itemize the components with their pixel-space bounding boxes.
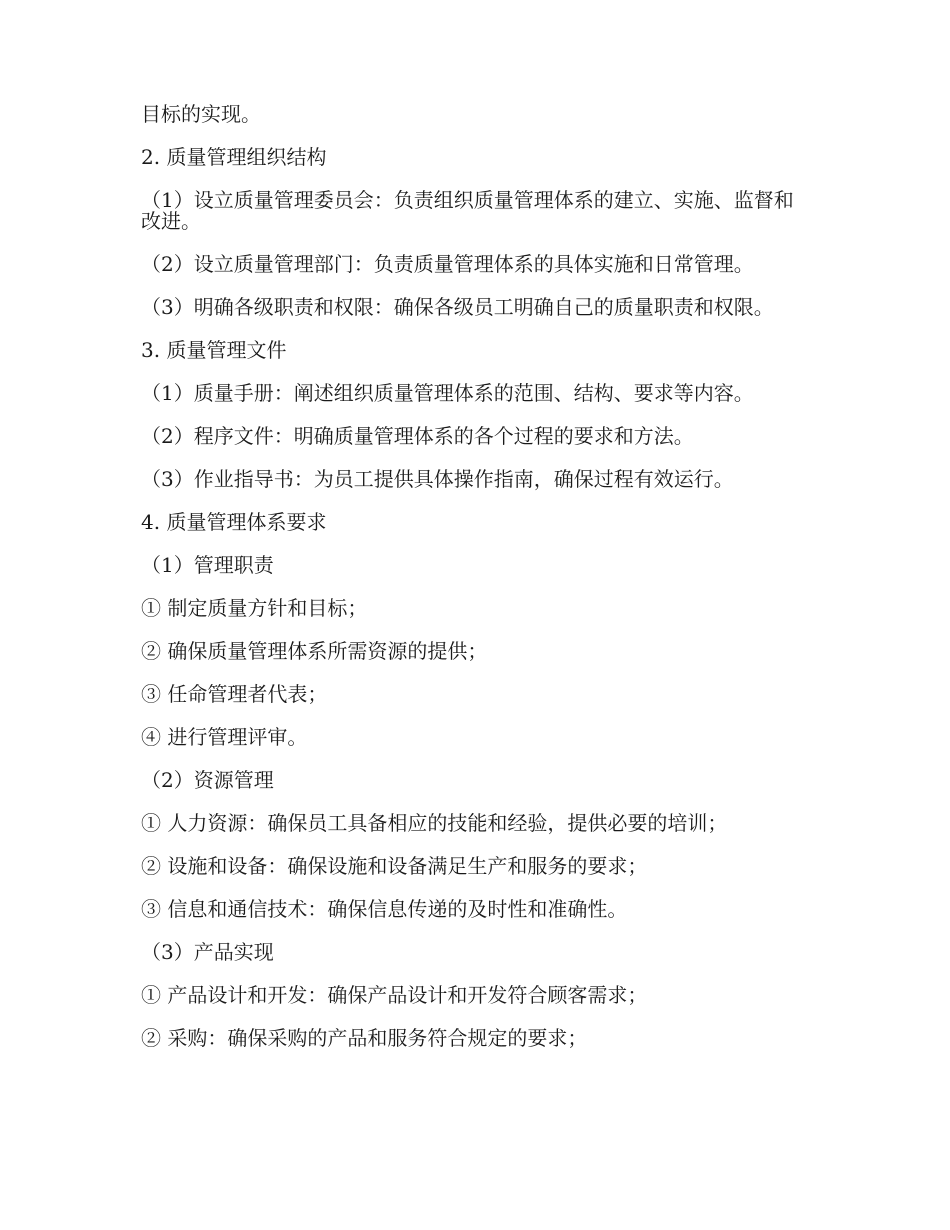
paragraph-continuation: 目标的实现。 bbox=[141, 102, 261, 126]
list-item: （3）明确各级职责和权限：确保各级员工明确自己的质量职责和权限。 bbox=[141, 295, 774, 319]
list-item: （2）程序文件：明确质量管理体系的各个过程的要求和方法。 bbox=[141, 424, 694, 448]
list-item: ① 产品设计和开发：确保产品设计和开发符合顾客需求； bbox=[141, 983, 648, 1007]
list-item: ① 人力资源：确保员工具备相应的技能和经验，提供必要的培训； bbox=[141, 811, 728, 835]
list-item: ③ 任命管理者代表； bbox=[141, 682, 328, 706]
section-heading-4: 4. 质量管理体系要求 bbox=[141, 510, 327, 534]
subsection-heading: （1）管理职责 bbox=[141, 553, 274, 577]
list-item: ② 确保质量管理体系所需资源的提供； bbox=[141, 639, 488, 663]
list-item: （2）设立质量管理部门：负责质量管理体系的具体实施和日常管理。 bbox=[141, 252, 754, 276]
section-heading-2: 2. 质量管理组织结构 bbox=[141, 145, 327, 169]
list-item: ③ 信息和通信技术：确保信息传递的及时性和准确性。 bbox=[141, 897, 628, 921]
subsection-heading: （3）产品实现 bbox=[141, 940, 274, 964]
document-body bbox=[141, 104, 811, 1071]
list-item: （3）作业指导书：为员工提供具体操作指南，确保过程有效运行。 bbox=[141, 467, 734, 491]
list-item: ② 设施和设备：确保设施和设备满足生产和服务的要求； bbox=[141, 854, 648, 878]
list-item: ① 制定质量方针和目标； bbox=[141, 596, 368, 620]
list-item: ④ 进行管理评审。 bbox=[141, 725, 308, 749]
section-heading-3: 3. 质量管理文件 bbox=[141, 338, 287, 362]
list-item: （1）设立质量管理委员会：负责组织质量管理体系的建立、实施、监督和改进。 bbox=[141, 188, 794, 233]
subsection-heading: （2）资源管理 bbox=[141, 768, 274, 792]
list-item: （1）质量手册：阐述组织质量管理体系的范围、结构、要求等内容。 bbox=[141, 381, 754, 405]
list-item: ② 采购：确保采购的产品和服务符合规定的要求； bbox=[141, 1026, 588, 1050]
